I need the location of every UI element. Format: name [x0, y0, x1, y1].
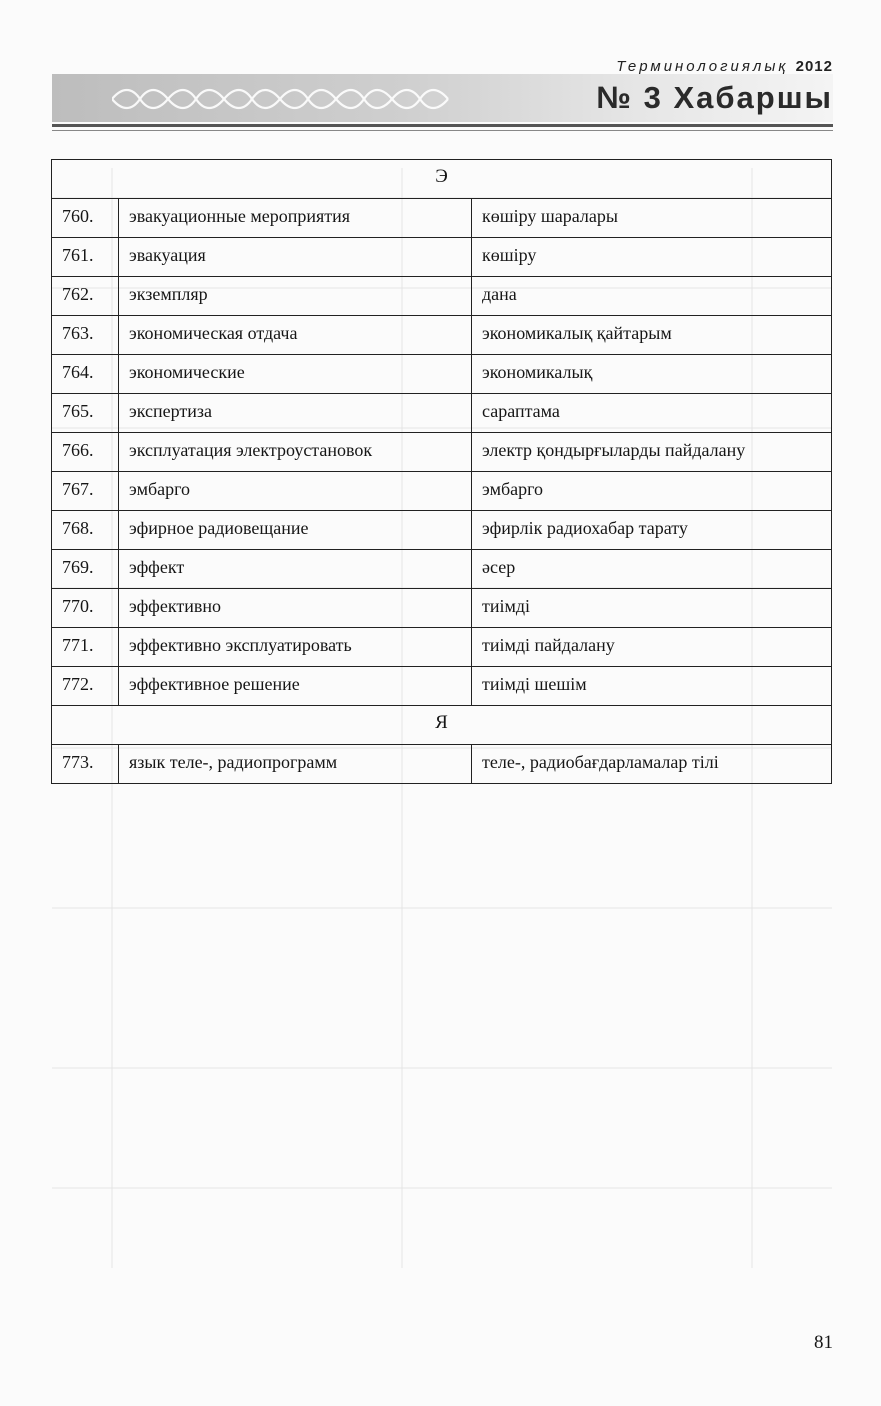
header-rule-thin: [52, 130, 833, 131]
term-russian: эффект: [119, 550, 472, 589]
term-kazakh: дана: [472, 277, 832, 316]
table-row: [52, 238, 832, 277]
table-row: [52, 394, 832, 433]
table-row: [52, 550, 832, 589]
table-row: [52, 472, 832, 511]
term-number: 767.: [52, 472, 119, 511]
table-row: [52, 199, 832, 238]
term-russian: эвакуационные мероприятия: [119, 199, 472, 238]
term-kazakh: эфирлік радиохабар тарату: [472, 511, 832, 550]
table-row: [52, 316, 832, 355]
term-number: 763.: [52, 316, 119, 355]
term-russian: эксплуатация электроустановок: [119, 433, 472, 472]
term-russian: эфирное радиовещание: [119, 511, 472, 550]
journal-line: Терминологиялық: [616, 58, 789, 75]
term-kazakh: тиімді пайдалану: [472, 628, 832, 667]
term-number: 766.: [52, 433, 119, 472]
page-header: [0, 0, 881, 140]
term-russian: эвакуация: [119, 238, 472, 277]
term-russian: экономическая отдача: [119, 316, 472, 355]
term-russian: экземпляр: [119, 277, 472, 316]
table-row: [52, 745, 832, 784]
term-kazakh: әсер: [472, 550, 832, 589]
journal-series-label: [616, 58, 833, 75]
table-row: [52, 433, 832, 472]
term-kazakh: тиімді шешім: [472, 667, 832, 706]
term-russian: эффективно эксплуатировать: [119, 628, 472, 667]
term-number: 769.: [52, 550, 119, 589]
glossary-table: [51, 159, 832, 784]
term-kazakh: экономикалық қайтарым: [472, 316, 832, 355]
table-row: [52, 277, 832, 316]
term-number: 771.: [52, 628, 119, 667]
table-row: [52, 589, 832, 628]
term-number: 761.: [52, 238, 119, 277]
term-number: 770.: [52, 589, 119, 628]
term-russian: эффективное решение: [119, 667, 472, 706]
term-kazakh: эмбарго: [472, 472, 832, 511]
section-letter: Э: [52, 160, 832, 199]
table-row: [52, 355, 832, 394]
journal-title: № 3 Хабаршы: [596, 80, 833, 115]
term-number: 765.: [52, 394, 119, 433]
term-kazakh: көшіру шаралары: [472, 199, 832, 238]
section-letter-row: [52, 160, 832, 199]
term-number: 764.: [52, 355, 119, 394]
term-number: 772.: [52, 667, 119, 706]
table-row: [52, 511, 832, 550]
section-letter: Я: [52, 706, 832, 745]
term-number: 768.: [52, 511, 119, 550]
term-number: 773.: [52, 745, 119, 784]
table-row: [52, 667, 832, 706]
term-kazakh: теле-, радиобағдарламалар тілі: [472, 745, 832, 784]
term-russian: экспертиза: [119, 394, 472, 433]
term-russian: эффективно: [119, 589, 472, 628]
term-kazakh: көшіру: [472, 238, 832, 277]
term-kazakh: экономикалық: [472, 355, 832, 394]
term-kazakh: тиімді: [472, 589, 832, 628]
term-kazakh: сараптама: [472, 394, 832, 433]
term-kazakh: электр қондырғыларды пайдалану: [472, 433, 832, 472]
term-number: 760.: [52, 199, 119, 238]
journal-year: 2012: [795, 58, 833, 75]
term-russian: эмбарго: [119, 472, 472, 511]
page-number: 81: [814, 1332, 833, 1353]
header-rule-thick: [52, 124, 833, 127]
term-russian: язык теле-, радиопрограмм: [119, 745, 472, 784]
term-number: 762.: [52, 277, 119, 316]
table-row: [52, 628, 832, 667]
term-russian: экономические: [119, 355, 472, 394]
section-letter-row: [52, 706, 832, 745]
ornament-pattern-icon: [112, 82, 452, 116]
